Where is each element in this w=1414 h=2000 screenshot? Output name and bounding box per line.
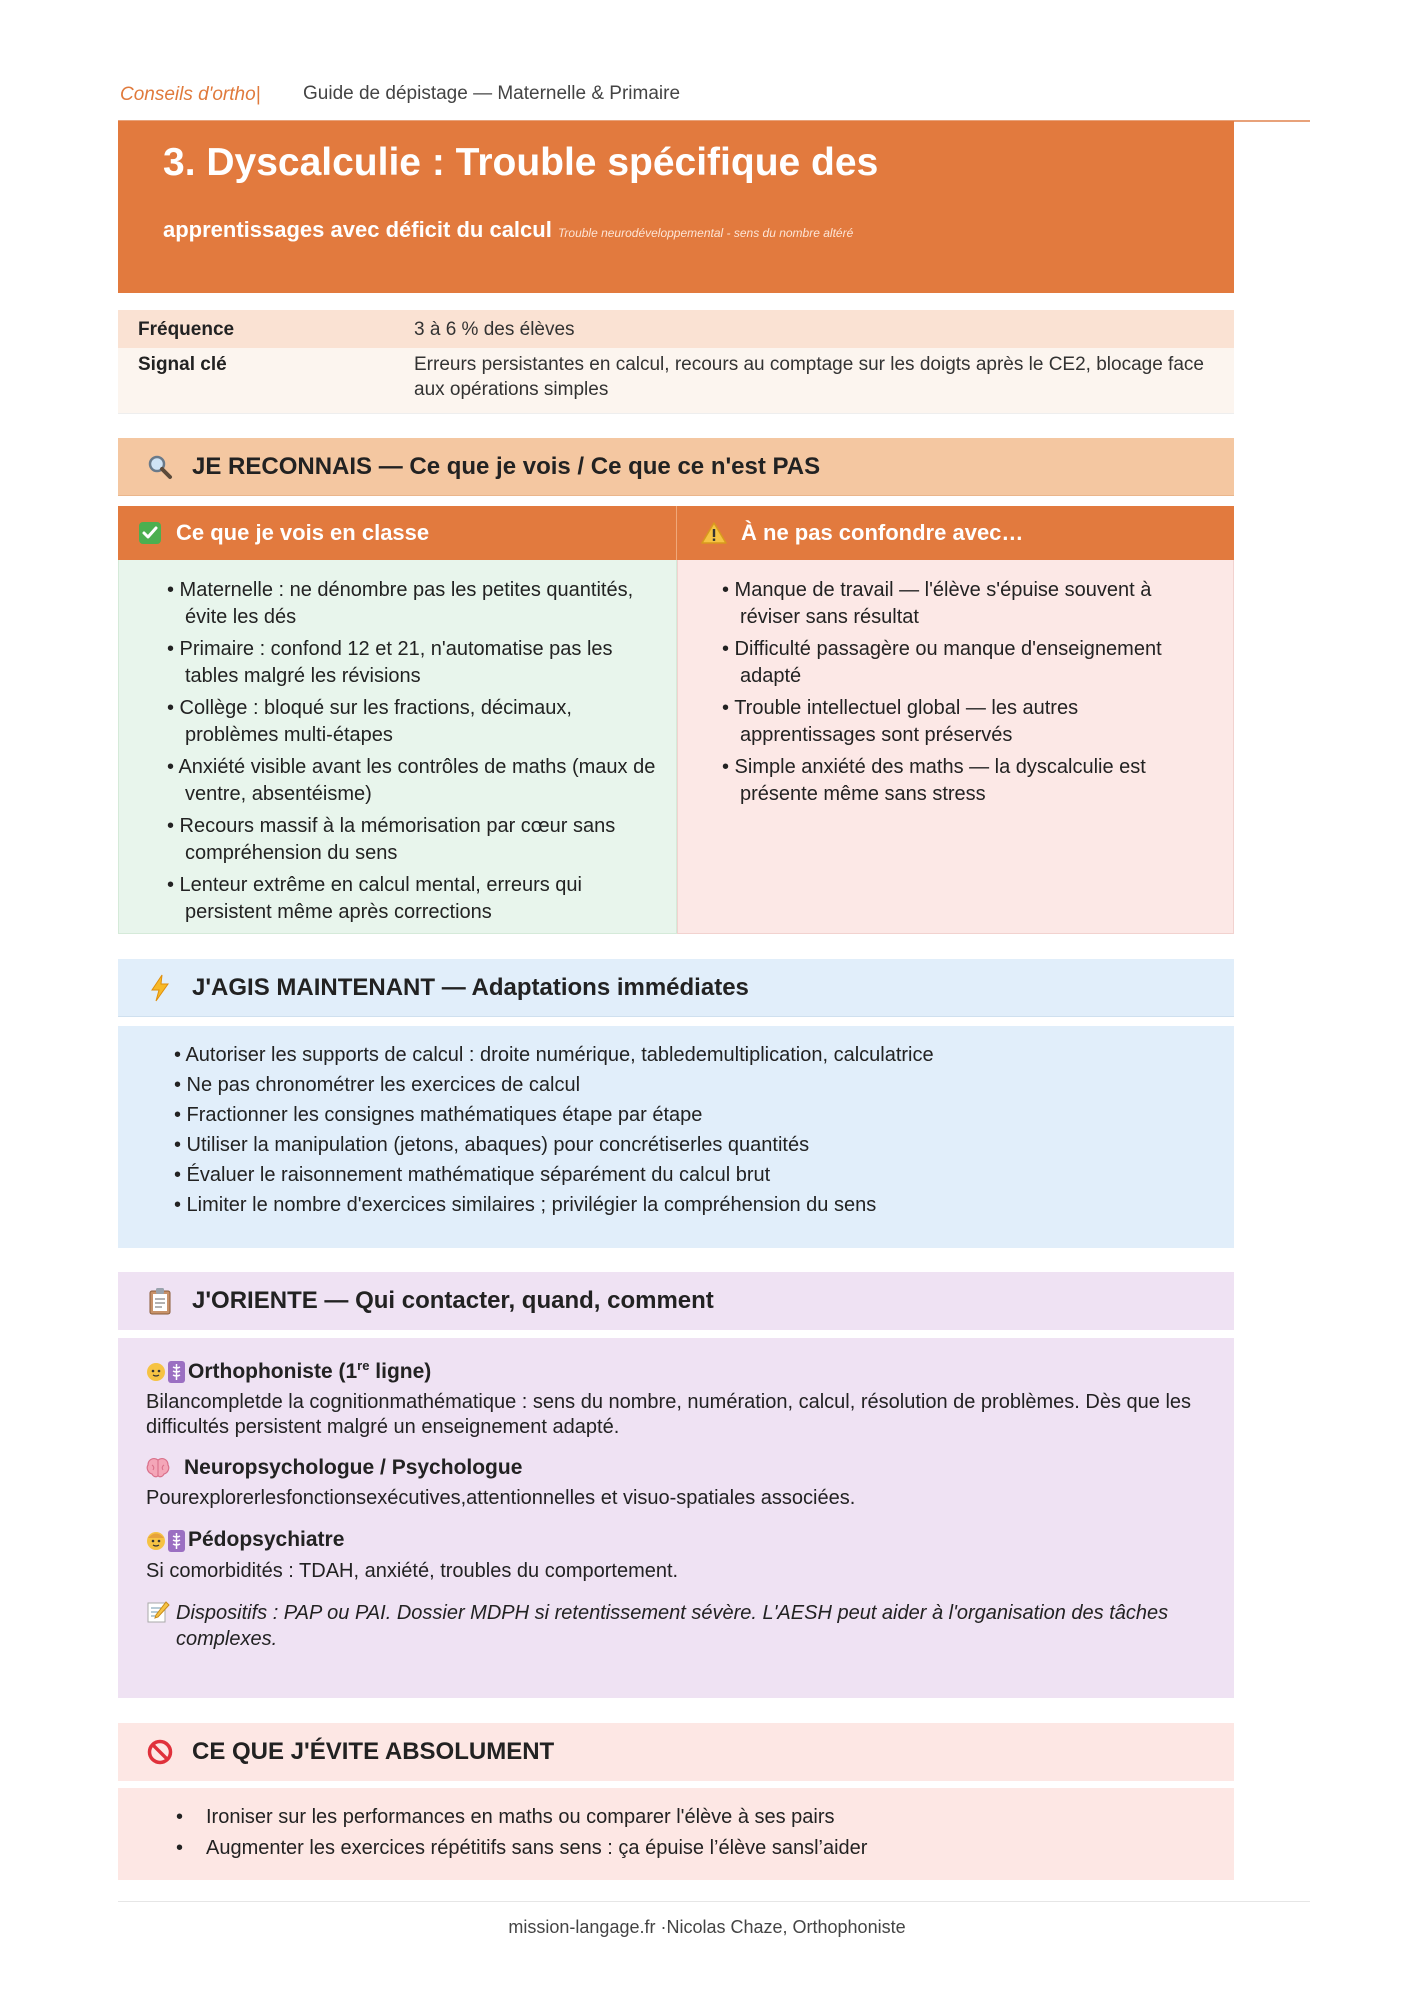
column-title: À ne pas confondre avec…: [741, 520, 1024, 545]
contact-title: Orthophoniste (1re ligne): [188, 1358, 432, 1383]
section-header-orient: [118, 1272, 1234, 1330]
dispositifs-note: [146, 1600, 1206, 1652]
recon-right-list: [722, 577, 1211, 808]
title-block: [118, 121, 1234, 293]
subtitle-note: Trouble neurodéveloppemental - sens du nombre altéré: [557, 226, 854, 240]
section-title: CE QUE J'ÉVITE ABSOLUMENT: [192, 1738, 555, 1765]
evite-list: [176, 1802, 1234, 1864]
list-item: • Utiliser la manipulation (jetons, abaques) pour concrétiserles quantités: [174, 1134, 810, 1156]
health-worker-icon: [146, 1527, 186, 1553]
info-key: Signal clé: [138, 354, 227, 375]
contact-description: Bilancompletde la cognitionmathématique : sens du nombre, numération, calcul, résolution de problèmes. Dès que les difficultés persistent malgré un enseignement adapté.: [146, 1391, 1192, 1438]
list-item: • Trouble intellectuel global — les autres apprentissages sont préservés: [722, 697, 1079, 746]
list-item: • Autoriser les supports de calcul : droite numérique, tabledemultiplication, calculatrice: [174, 1044, 934, 1066]
column-title: Ce que je vois en classe: [176, 520, 430, 545]
list-item: • Évaluer le raisonnement mathématique séparément du calcul brut: [174, 1164, 771, 1186]
section-title: JE RECONNAIS — Ce que je vois / Ce que ce n'est PAS: [192, 452, 821, 480]
list-item: • Anxiété visible avant les contrôles de maths (maux de ventre, absentéisme): [167, 756, 656, 805]
info-value: Erreurs persistantes en calcul, recours au comptage sur les doigts après le CE2, blocage face aux opérations simples: [414, 354, 1204, 400]
list-item: • Fractionner les consignes mathématiques étape par étape: [174, 1104, 703, 1126]
page-subtitle: [163, 217, 853, 243]
brain-icon: [146, 1457, 170, 1479]
check-icon: [138, 521, 162, 545]
list-item: • Ne pas chronométrer les exercices de calcul: [174, 1074, 581, 1096]
list-item: • Ironiser sur les performances en maths ou comparer l'élève à ses pairs: [176, 1806, 835, 1828]
info-value: 3 à 6 % des élèves: [414, 318, 575, 340]
agis-body: [118, 1026, 1234, 1248]
column-body-left: [118, 560, 677, 934]
page-title: 3. Dyscalculie : Trouble spécifique des: [163, 141, 879, 184]
column-header-left: [118, 506, 677, 560]
note-text: Dispositifs : PAP ou PAI. Dossier MDPH si retentissement sévère. L'AESH peut aider à l'organisation des tâches complexes.: [176, 1602, 1169, 1650]
lightning-icon: [146, 974, 174, 1002]
list-item: • Primaire : confond 12 et 21, n'automatise pas les tables malgré les révisions: [167, 638, 613, 687]
contact-neuropsychologue: [146, 1456, 1206, 1480]
column-body-right: [677, 560, 1234, 934]
section-header-agis: [118, 959, 1234, 1017]
info-key: Fréquence: [138, 318, 235, 340]
info-row-signal: [118, 348, 1234, 414]
list-item: • Maternelle : ne dénombre pas les petites quantités, évite les dés: [167, 579, 634, 628]
list-item: • Difficulté passagère ou manque d'enseignement adapté: [722, 638, 1162, 687]
contact-description: Pourexplorerlesfonctionsexécutives,attentionnelles et visuo-spatiales associées.: [146, 1487, 856, 1509]
section-title: J'ORIENTE — Qui contacter, quand, comment: [192, 1287, 714, 1314]
orient-body: [118, 1338, 1234, 1698]
contact-title: Pédopsychiatre: [188, 1528, 345, 1551]
list-item: • Limiter le nombre d'exercices similaires ; privilégier la compréhension du sens: [174, 1194, 877, 1216]
magnifier-icon: [146, 453, 174, 481]
clipboard-icon: [146, 1287, 174, 1315]
list-item: • Lenteur extrême en calcul mental, erreurs qui persistent même après corrections: [167, 874, 582, 923]
info-table: [118, 310, 1234, 414]
page-header: [118, 80, 1310, 122]
contact-pedopsychiatre: [146, 1527, 1206, 1553]
list-item: • Simple anxiété des maths — la dyscalculie est présente même sans stress: [722, 756, 1146, 805]
list-item: • Manque de travail — l'élève s'épuise souvent à réviser sans résultat: [722, 579, 1152, 628]
subtitle-main: apprentissages avec déficit du calcul: [163, 217, 552, 242]
recon-columns: [118, 506, 1234, 934]
contact-orthophoniste: [146, 1358, 1206, 1384]
list-item: • Collège : bloqué sur les fractions, décimaux, problèmes multi-étapes: [167, 697, 572, 746]
info-row-frequence: [118, 310, 1234, 348]
brand-name: Conseils d'ortho|: [120, 84, 261, 105]
agis-list: [174, 1040, 1234, 1220]
page-footer: mission-langage.fr ·Nicolas Chaze, Orthophoniste: [508, 1917, 906, 1937]
contact-description: Si comorbidités : TDAH, anxiété, troubles du comportement.: [146, 1560, 679, 1582]
section-header-recon: [118, 438, 1234, 496]
warning-icon: [701, 521, 727, 545]
section-header-evite: [118, 1723, 1234, 1781]
recon-left-list: [167, 577, 656, 926]
health-worker-icon: [146, 1358, 186, 1384]
list-item: • Augmenter les exercices répétitifs sans sens : ça épuise l’élève sansl’aider: [176, 1837, 868, 1859]
footer-divider: [118, 1901, 1310, 1902]
contact-title: Neuropsychologue / Psychologue: [184, 1456, 523, 1479]
evite-body: [118, 1788, 1234, 1880]
column-header-right: [677, 506, 1234, 560]
memo-icon: [146, 1600, 170, 1652]
list-item: • Recours massif à la mémorisation par cœur sans compréhension du sens: [167, 815, 616, 864]
guide-title: Guide de dépistage — Maternelle & Primaire: [303, 83, 681, 104]
prohibited-icon: [146, 1738, 174, 1766]
section-title: J'AGIS MAINTENANT — Adaptations immédiates: [192, 973, 749, 1001]
